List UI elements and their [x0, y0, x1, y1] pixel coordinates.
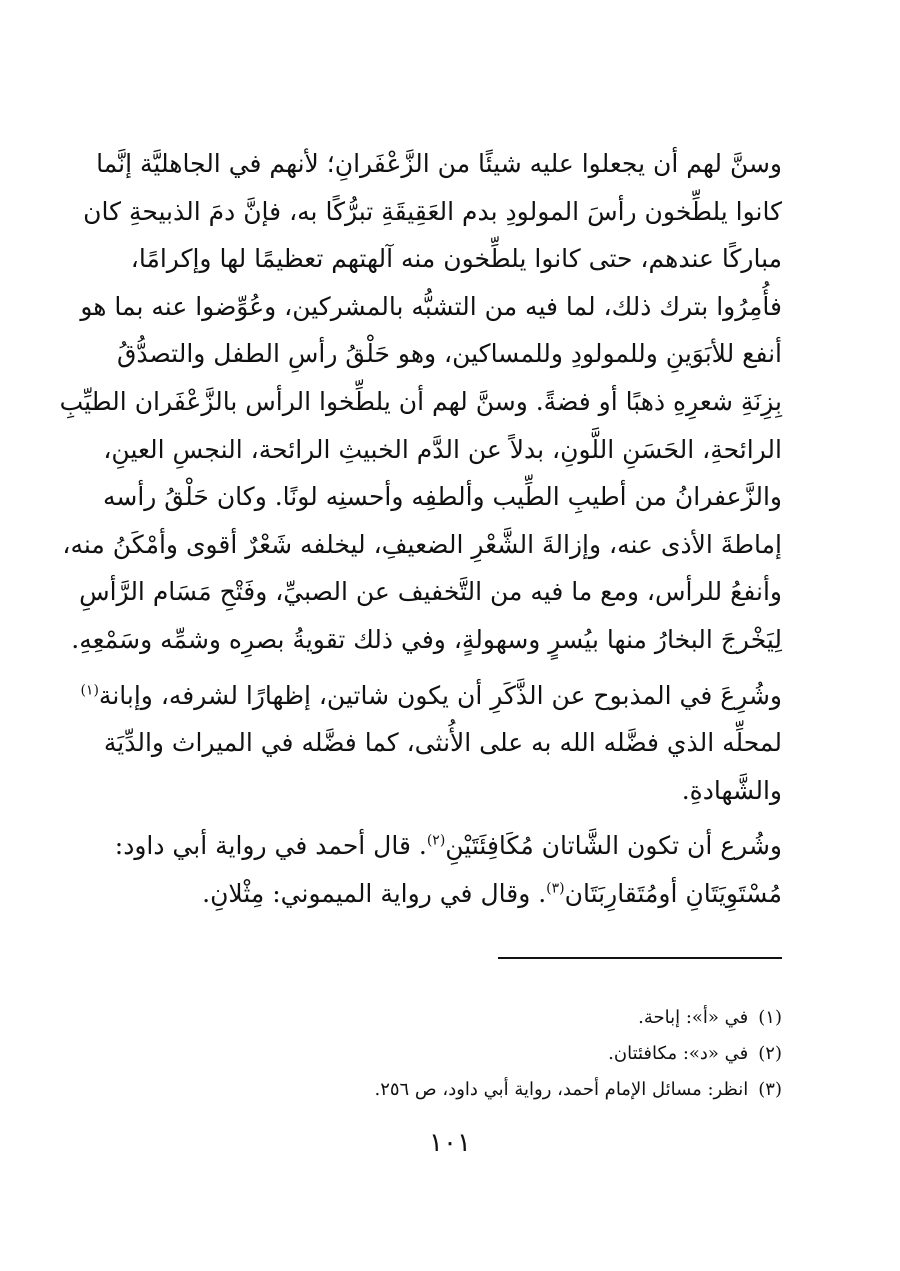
- footnote-number: (٣): [758, 1079, 782, 1100]
- text-run: وقال في رواية الميموني: مِثْلانِ.: [202, 878, 531, 908]
- text-line: فأُمِرُوا بترك ذلك، لما فيه من التشبُّه بالمشركين، وعُوِّضوا عنه بما هو: [80, 291, 782, 321]
- paragraph-3: [114, 822, 782, 917]
- text-run: . قال أحمد في رواية أبي داود:: [114, 831, 427, 861]
- text-line: مباركًا عندهم، حتى كانوا يلطِّخون منه آلهتهم تعظيمًا لها وإكرامًا،: [130, 244, 782, 274]
- main-text: [59, 140, 782, 918]
- footnote-ref: (٢): [426, 832, 446, 849]
- text-line: لِيَخْرجَ البخارُ منها بيُسرٍ وسهولةٍ، وفي ذلك تقويةُ بصرِه وشمِّه وسَمْعِهِ.: [71, 624, 782, 654]
- text-line: [114, 822, 782, 870]
- footnote-ref: (١): [80, 682, 99, 699]
- paragraph-1: [59, 140, 782, 664]
- text-line: والشَّهادةِ.: [681, 775, 782, 805]
- text-line: [80, 672, 782, 720]
- footnote-text: انظر: مسائل الإمام أحمد، رواية أبي داود، ص ٢٥٦.: [374, 1079, 749, 1100]
- footnote-3: [120, 1072, 782, 1108]
- footnote-text: في «أ»: إباحة.: [638, 1007, 749, 1028]
- text-line: والزَّعفرانُ من أطيبِ الطِّيب وألطفِه وأحسنِه لونًا. وكان حَلْقُ رأسه: [102, 482, 782, 512]
- footnote-number: (٢): [758, 1043, 782, 1064]
- footnote-number: (١): [758, 1007, 782, 1028]
- footnote-ref: (٣): [546, 880, 565, 897]
- text-line: كانوا يلطِّخون رأسَ المولودِ بدم العَقِيقَةِ تبرُّكًا به، فإنَّ دمَ الذبيحةِ كان: [83, 196, 782, 226]
- footnote-1: [120, 1000, 782, 1036]
- text-line: أنفع للأبَوَينِ وللمولودِ وللمساكين، وهو حَلْقُ رأسِ الطفل والتصدُّقُ: [116, 339, 782, 369]
- text-line: بِزِنَةِ شعرِهِ ذهبًا أو فضةً. وسنَّ لهم أن يلطِّخوا الرأس بالزَّعْفَران الطيِّبِ: [59, 386, 782, 416]
- text-line: إماطةَ الأذى عنه، وإزالةَ الشَّعْرِ الضعيفِ، ليخلفه شَعْرٌ أقوى وأمْكَنُ منه،: [62, 529, 782, 559]
- text-run: وشُرِعَ في المذبوح عن الذَّكَرِ أن يكون شاتين، إظهارًا لشرفه، وإبانة: [98, 680, 782, 710]
- footnote-text: في «د»: مكافئتان.: [608, 1043, 749, 1064]
- text-run: مُسْتَوِيَتَانِ أومُتَقارِبَتَان: [564, 878, 782, 908]
- footnote-divider: [498, 957, 782, 959]
- footnote-2: [120, 1036, 782, 1072]
- text-line: وسنَّ لهم أن يجعلوا عليه شيئًا من الزَّعْفَرانِ؛ لأنهم في الجاهليَّة إنَّما: [96, 149, 782, 178]
- page-number: ١٠١: [429, 1128, 471, 1158]
- text-line: [120, 870, 782, 918]
- text-line: لمحلِّه الذي فضَّله الله به على الأُنثى، كما فضَّله في الميراث والدِّيَة: [103, 728, 782, 758]
- text-line: الرائحةِ، الحَسَنِ اللَّونِ، بدلاً عن الدَّم الخبيثِ الرائحة، النجسِ العينِ،: [103, 434, 782, 464]
- paragraph-2: [80, 672, 782, 815]
- text-run: .: [530, 878, 547, 908]
- text-line: وأنفعُ للرأس، ومع ما فيه من التَّخفيف عن الصبيِّ، وفَتْحِ مَسَام الرَّأسِ: [79, 577, 782, 607]
- footnotes: [120, 1000, 782, 1108]
- text-run: وشُرع أن تكون الشَّاتان مُكَافِئَتَيْنِ: [445, 831, 782, 861]
